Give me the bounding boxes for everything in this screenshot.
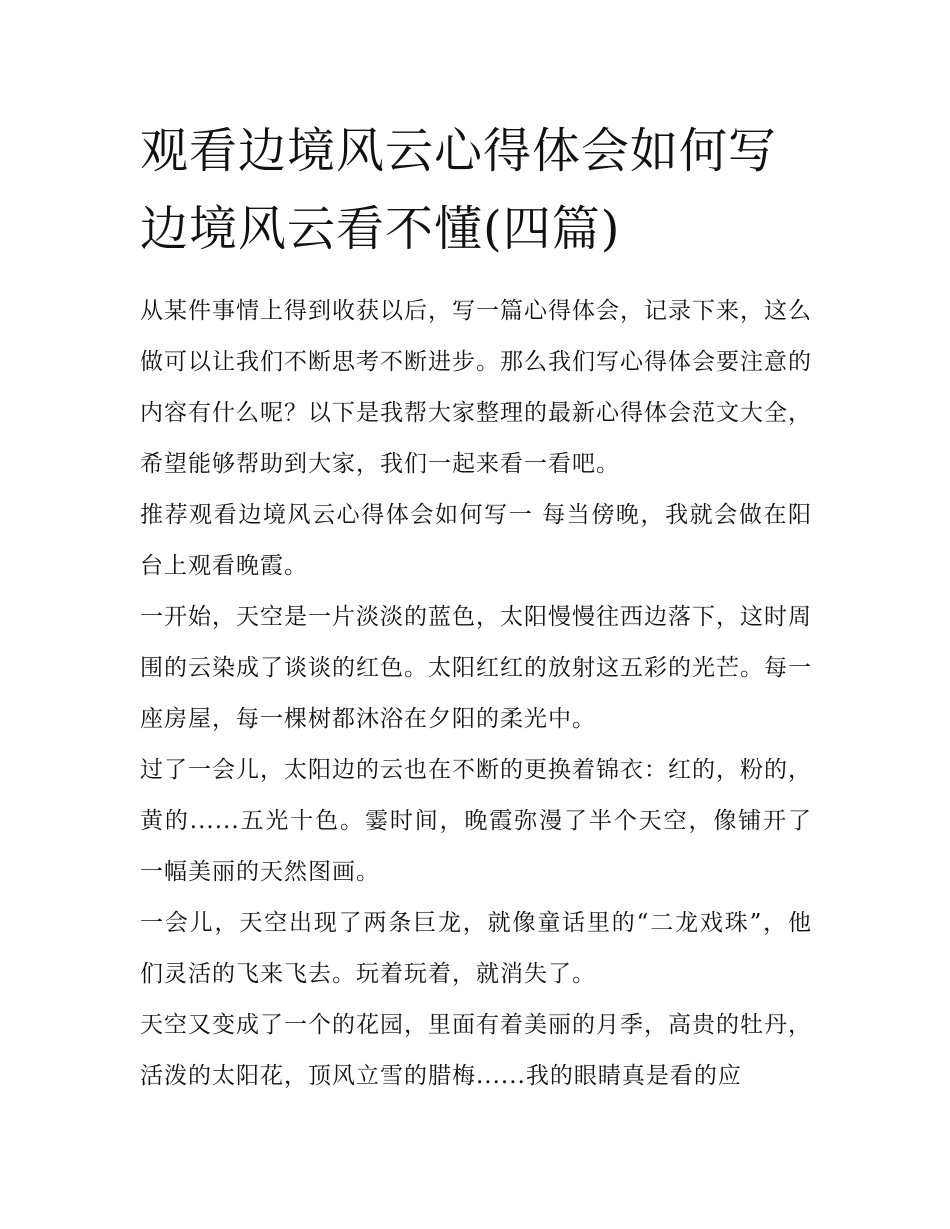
document-page — [140, 112, 812, 1102]
paragraph-3: 过了一会儿，太阳边的云也在不断的更换着锦衣：红的，粉的，黄的......五光十色。霎时间，晚霞弥漫了半个天空，像铺开了一幅美丽的天然图画。 — [140, 757, 812, 885]
paragraph-5: 天空又变成了一个的花园，里面有着美丽的月季，高贵的牡丹，活泼的太阳花，顶风立雪的腊梅......我的眼睛真是看的应 — [140, 1012, 812, 1089]
document-body — [140, 286, 812, 1102]
paragraph-1: 推荐观看边境风云心得体会如何写一 每当傍晚，我就会做在阳台上观看晚霞。 — [140, 502, 812, 579]
paragraph-4: 一会儿，天空出现了两条巨龙，就像童话里的“二龙戏珠”，他们灵活的飞来飞去。玩着玩着，就消失了。 — [140, 910, 812, 987]
document-title: 观看边境风云心得体会如何写边境风云看不懂(四篇) — [140, 123, 778, 257]
paragraph-2: 一开始，天空是一片淡淡的蓝色，太阳慢慢往西边落下，这时周围的云染成了谈谈的红色。太阳红红的放射这五彩的光芒。每一座房屋，每一棵树都沐浴在夕阳的柔光中。 — [140, 604, 812, 732]
paragraph-intro: 从某件事情上得到收获以后，写一篇心得体会，记录下来，这么做可以让我们不断思考不断进步。那么我们写心得体会要注意的内容有什么呢？以下是我帮大家整理的最新心得体会范文大全，希望能够帮助到大家，我们一起来看一看吧。 — [140, 298, 812, 477]
